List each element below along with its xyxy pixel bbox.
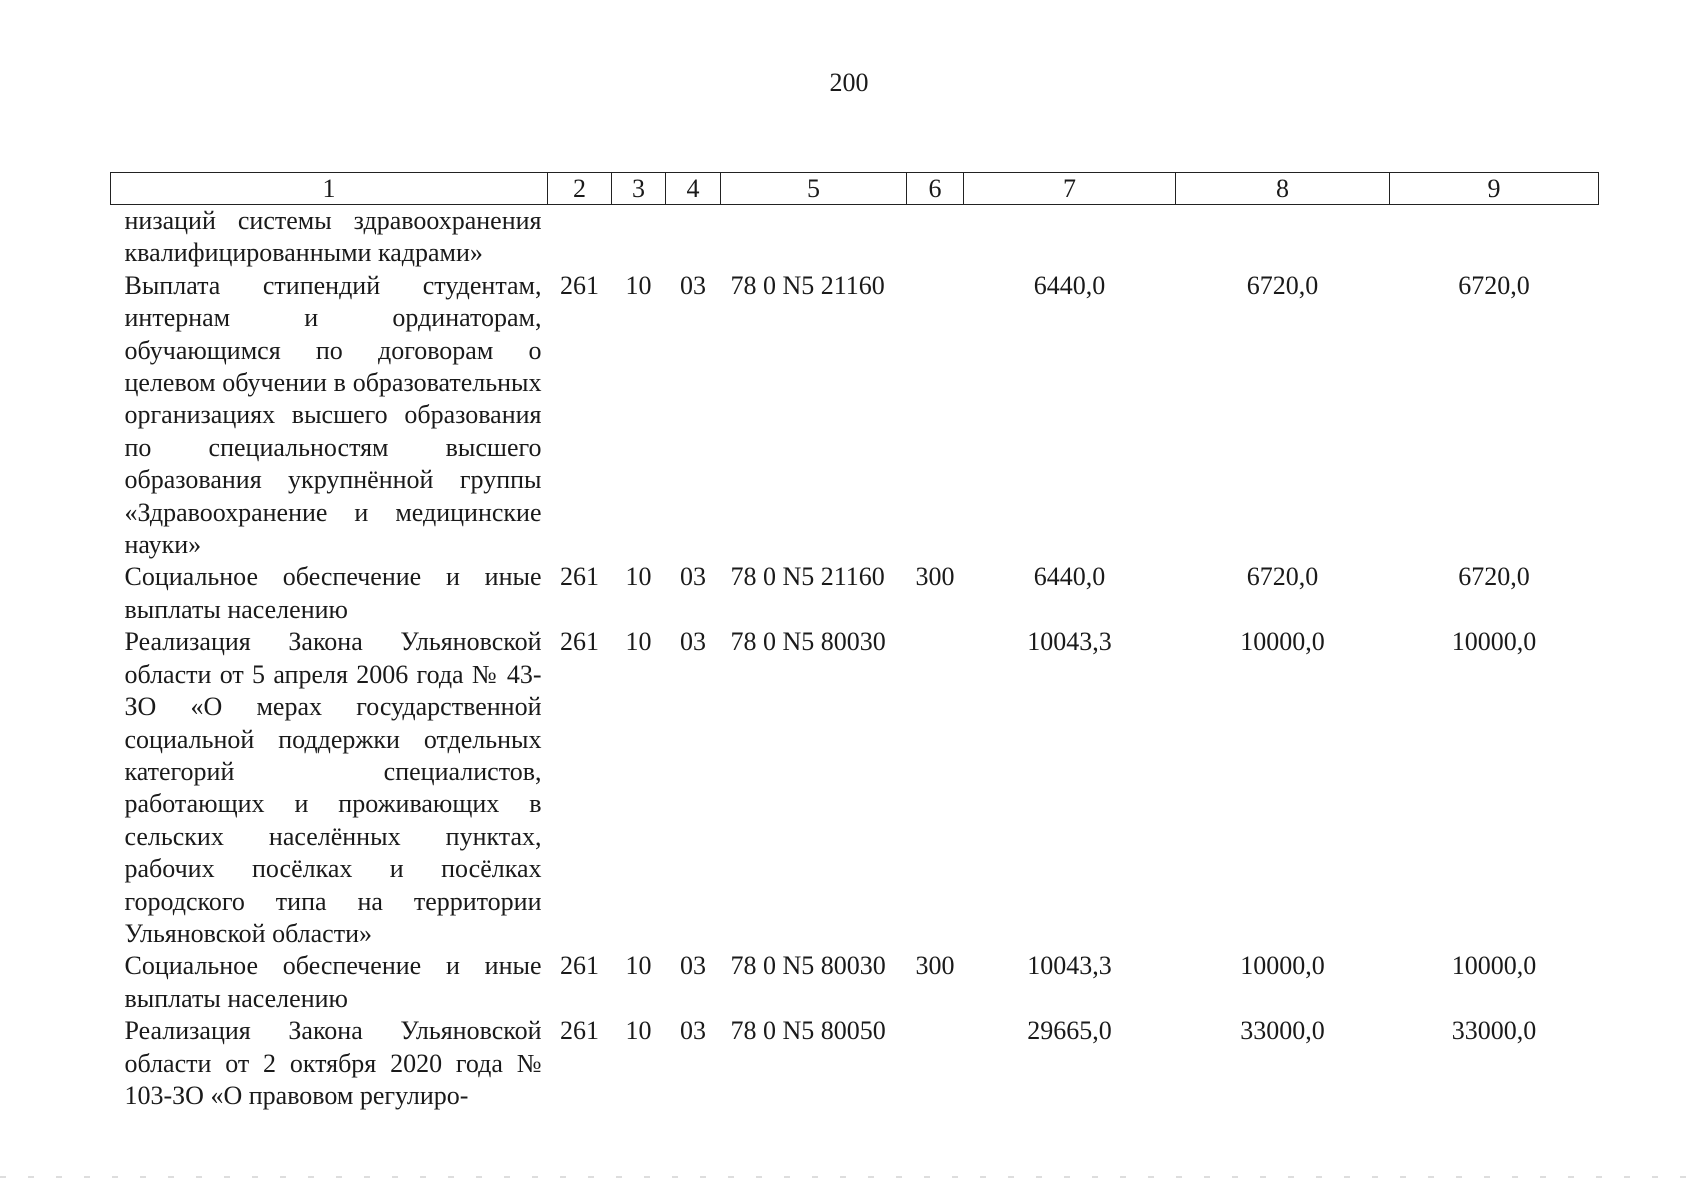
column-header-4: 4 [666,173,721,205]
cell-subsection: 03 [680,627,706,657]
cell-target-article: 78 0 N5 21160 [730,562,885,592]
cell-amount-col8: 33000,0 [1240,1016,1325,1046]
cell-amount-col8: 10000,0 [1240,951,1325,981]
cell-ministry-code: 261 [560,951,599,981]
cell-ministry-code: 261 [560,627,599,657]
cell-section [612,205,666,270]
column-header-1: 1 [111,173,548,205]
column-header-7: 7 [964,173,1176,205]
cell-ministry-code: 261 [560,562,599,592]
cell-ministry-code: 261 [560,1016,599,1046]
cell-subsection [666,205,721,270]
cell-target-article [721,205,907,270]
cell-subsection: 03 [680,270,706,300]
column-header-2: 2 [548,173,612,205]
table-row [111,561,1599,626]
cell-expense-type: 300 [915,951,955,981]
cell-amount-col8: 6720,0 [1246,270,1319,300]
cell-amount-col7: 6440,0 [1033,270,1106,300]
cell-target-article: 78 0 N5 80030 [730,951,886,981]
cell-target-article: 78 0 N5 80030 [730,627,886,657]
cell-amount-col7: 29665,0 [1027,1016,1112,1046]
cell-subsection: 03 [680,562,706,592]
cell-amount-col9: 6720,0 [1458,270,1530,300]
cell-amount-col7: 6440,0 [1033,562,1106,592]
cell-ministry-code [548,205,612,270]
cell-amount-col7: 10043,3 [1027,627,1112,657]
column-header-3: 3 [612,173,666,205]
row-description: Выплата стипендий студентам, интернам и ординаторам, обучающимся по договорам о целевом обучении в образовательных организациях высшего образования по специальностям высшего образования укрупнённой группы «Здравоохранение и медицинские науки» [124,270,542,560]
cell-ministry-code: 261 [560,270,599,300]
cell-target-article: 78 0 N5 21160 [730,270,885,300]
row-description: Социальное обеспечение и иные выплаты населению [124,951,542,1013]
cell-amount-col9 [1390,205,1599,270]
cell-amount-col7: 10043,3 [1027,951,1112,981]
row-description: Реализация Закона Ульяновской области от 5 апреля 2006 года № 43-ЗО «О мерах государственной социальной поддержки отдельных категорий специалистов, работающих и проживающих в сельских населённых пунктах, рабочих посёлках и посёлках городского типа на территории Ульяновской области» [124,627,542,948]
cell-amount-col7 [964,205,1176,270]
cell-amount-col9: 33000,0 [1451,1016,1537,1046]
cell-expense-type [907,1015,964,1112]
cell-expense-type [907,626,964,950]
column-header-8: 8 [1176,173,1390,205]
table-row [111,626,1599,950]
row-description: низаций системы здравоохранения квалифицированными кадрами» [124,206,542,268]
cell-amount-col9: 10000,0 [1451,951,1537,981]
cell-section: 10 [625,951,652,981]
table-row [111,270,1599,562]
table-row [111,950,1599,1015]
cell-expense-type [907,205,964,270]
cell-amount-col9: 6720,0 [1458,562,1530,592]
cell-section: 10 [625,270,652,300]
cell-expense-type: 300 [915,562,955,592]
cell-expense-type [907,270,964,562]
cell-amount-col8 [1176,205,1390,270]
cell-section: 10 [625,627,652,657]
cell-amount-col8: 6720,0 [1246,562,1319,592]
column-header-6: 6 [907,173,964,205]
cell-subsection: 03 [680,1016,706,1046]
cell-section: 10 [625,1016,652,1046]
cell-subsection: 03 [680,951,706,981]
budget-table [110,172,1599,1112]
scan-artifact-line [0,1176,1698,1178]
table-row [111,1015,1599,1112]
cell-target-article: 78 0 N5 80050 [730,1016,886,1046]
row-description: Реализация Закона Ульяновской области от 2 октября 2020 года № 103-ЗО «О правовом регулиро- [124,1016,542,1110]
cell-amount-col8: 10000,0 [1240,627,1325,657]
column-number-header [111,173,1599,205]
cell-section: 10 [625,562,652,592]
column-header-9: 9 [1390,173,1599,205]
column-header-5: 5 [721,173,907,205]
page-number: 200 [829,68,869,97]
table-row [111,205,1599,270]
row-description: Социальное обеспечение и иные выплаты населению [124,562,542,624]
cell-amount-col9: 10000,0 [1451,627,1537,657]
